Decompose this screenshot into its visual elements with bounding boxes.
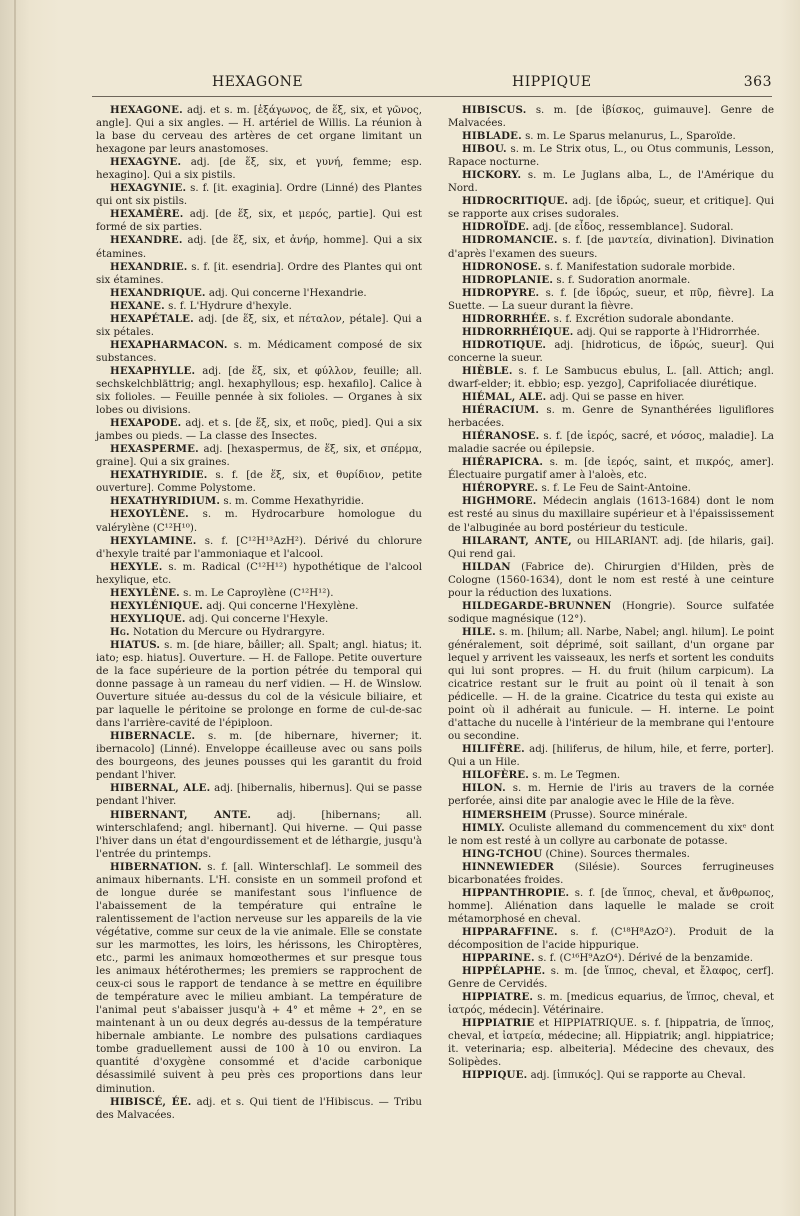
entry-definition: s. f. Le Sambucus ebulus, L. [all. Attich; angl. dwarf-elder; it. ebbio; esp. yezgo], Caprifoliacée diurétique. bbox=[448, 365, 774, 390]
right-column bbox=[448, 104, 774, 1083]
dictionary-entry bbox=[96, 508, 422, 534]
entry-headword: HEXANE. bbox=[110, 299, 165, 312]
dictionary-entry bbox=[448, 887, 774, 926]
entry-headword: HEXOYLÈNE. bbox=[110, 508, 189, 521]
entry-headword: HIDROTIQUE. bbox=[462, 338, 547, 351]
dictionary-entry bbox=[448, 848, 774, 861]
page-number: 363 bbox=[743, 74, 772, 90]
entry-definition: (Fabrice de). Chirurgien d'Hilden, près de Cologne (1560-1634), dont le nom est resté à une ceinture pour la réduction des luxations. bbox=[448, 561, 774, 599]
entry-headword: HILARANT, ANTE, bbox=[462, 534, 572, 547]
dictionary-entry bbox=[448, 391, 774, 404]
dictionary-entry bbox=[448, 261, 774, 274]
dictionary-entry bbox=[96, 587, 422, 600]
entry-headword: HEXANDRIQUE. bbox=[110, 286, 206, 299]
entry-headword: HIÈBLE. bbox=[462, 364, 513, 377]
dictionary-entry bbox=[96, 469, 422, 495]
entry-definition: s. m. Comme Hexathyridie. bbox=[220, 496, 365, 508]
dictionary-entry bbox=[448, 1017, 774, 1069]
entry-definition: s. f. [all. Winterschlaf]. Le sommeil des animaux hibernants. L'H. consiste en un sommeil profond et de longue durée se manifestant sous l'influence de l'abaissement de la température qui entraîne le ralentissement de l'action nerveuse sur les appareils de la vie végétative, comme sur ceux de la vie animale. Elle se constate sur les marmottes, les loirs, les hérissons, les Chiroptères, etc., parmi les animaux homœothermes et sur presque tous les animaux hétérothermes; les premiers se rapprochent de ceux-ci sous le rapport de tendance à se mettre en équilibre de température avec le milieu ambiant. La température de l'animal peut s'abaisser jusqu'à + 4° et même + 2°, en se maintenant à un ou deux degrés au-dessus de la température hibernale ambiante. Le nombre des pulsations cardiaques tombe graduellement aussi de 100 à 10 ou environ. La quantité d'oxygène consommé et d'acide carbonique désassimilé suivent à peu près ces proportions dans leur diminution. bbox=[96, 861, 422, 1095]
entry-definition: s. f. [de ἵππος, cheval, et ἄνθρωπος, homme]. Aliénation dans laquelle le malade se croit métamorphosé en cheval. bbox=[448, 887, 774, 925]
entry-headword: HIPPANTHROPIE. bbox=[462, 886, 570, 899]
entry-headword: HEXANDRE. bbox=[110, 234, 183, 247]
dictionary-entry bbox=[96, 182, 422, 208]
entry-headword: HIDRORRHÉIQUE. bbox=[462, 325, 574, 338]
entry-definition: s. f. (C¹⁸H⁸AzO²). Produit de la décomposition de l'acide hippurique. bbox=[448, 926, 774, 951]
dictionary-entry bbox=[448, 600, 774, 626]
entry-headword: HIBLADE. bbox=[462, 130, 522, 143]
dictionary-entry bbox=[448, 809, 774, 822]
dictionary-entry bbox=[96, 561, 422, 587]
dictionary-entry bbox=[448, 456, 774, 482]
entry-headword: HEXAPÉTALE. bbox=[110, 312, 194, 325]
entry-headword: HIBERNATION. bbox=[110, 860, 202, 873]
dictionary-entry bbox=[96, 234, 422, 260]
dictionary-entry bbox=[448, 952, 774, 965]
entry-headword: HILOFÈRE. bbox=[462, 769, 530, 782]
entry-definition: adj. [de ἕξ, six, et φύλλον, feuille; all. sechskelchblättrig; angl. hexaphyllous; esp. hexafilo]. Calice à six folioles. — Feuille pennée à six folioles. — Organes à six lobes ou divisions. bbox=[96, 365, 422, 417]
entry-definition: s. f. [de ἕξ, six, et θυρίδιον, petite ouverture]. Comme Polystome. bbox=[96, 470, 422, 495]
entry-definition: s. m. [de hibernare, hiverner; it. ibernacolo] (Linné). Enveloppe écailleuse avec ou sans poils des bourgeons, des jeunes pousses qui les garantit du froid pendant l'hiver. bbox=[96, 731, 422, 782]
book-spine-shadow bbox=[14, 0, 16, 1216]
entry-definition: (Hongrie). Source sulfatée sodique magnésique (12°). bbox=[448, 600, 774, 625]
entry-definition: s. m. [hilum; all. Narbe, Nabel; angl. hilum]. Le point généralement, soit déprimé, soit saillant, d'un organe par lequel y arrivent les vaisseaux, les nerfs et sortent les conduits qui lui sont propres. — H. du fruit (hilum carpicum). La cicatrice restant sur le fruit au point où il tenait à son pédicelle. — H. de la graine. Cicatrice du testa qui existe au point où il adhérait au funicule. — H. interne. Le point d'attache du nucelle à l'intérieur de la membrane qui l'entoure ou secondine. bbox=[448, 626, 774, 743]
running-head-left: HEXAGONE bbox=[212, 74, 304, 90]
entry-definition: s. m. Le Strix otus, L., ou Otus communis, Lesson, Rapace nocturne. bbox=[448, 144, 774, 169]
dictionary-entry bbox=[448, 482, 774, 495]
dictionary-entry bbox=[96, 495, 422, 508]
entry-definition: Oculiste allemand du commencement du xixᵉ dont le nom est resté à un collyre au carbonate de potasse. bbox=[448, 822, 774, 847]
entry-definition: adj. [hibernalis, hibernus]. Qui se passe pendant l'hiver. bbox=[96, 783, 422, 808]
entry-headword: HIÉRAPICRA. bbox=[462, 456, 544, 469]
dictionary-entry bbox=[448, 169, 774, 195]
entry-definition: s. m. [medicus equarius, de ἵππος, cheval, et ἰατρός, médecin]. Vétérinaire. bbox=[448, 992, 774, 1017]
entry-headword: HEXYLÉNIQUE. bbox=[110, 599, 204, 612]
entry-definition: s. m. [de ἱβίσκος, guimauve]. Genre de Malvacées. bbox=[448, 105, 774, 130]
dictionary-entry bbox=[96, 861, 422, 1096]
dictionary-entry bbox=[96, 639, 422, 730]
dictionary-entry bbox=[448, 743, 774, 769]
entry-headword: HEXAPODE. bbox=[110, 417, 182, 430]
entry-headword: HILON. bbox=[462, 782, 506, 795]
entry-headword: HIBOU. bbox=[462, 143, 507, 156]
dictionary-entry bbox=[448, 313, 774, 326]
entry-headword: HEXATHYRIDIUM. bbox=[110, 495, 221, 508]
entry-headword: HEXAMÈRE. bbox=[110, 208, 184, 221]
entry-definition: s. f. [de ἱδρώς, sueur, et πῦρ, fièvre]. La Suette. — La sueur durant la fièvre. bbox=[448, 287, 774, 312]
dictionary-entry bbox=[448, 782, 774, 808]
entry-definition: s. f. (C¹⁶H⁹AzO⁴). Dérivé de la benzamide. bbox=[534, 953, 754, 965]
entry-headword: HIDRONOSE. bbox=[462, 260, 542, 273]
dictionary-entry bbox=[96, 443, 422, 469]
entry-definition: adj. Qui se rapporte à l'Hidrorrhée. bbox=[573, 326, 760, 338]
dictionary-entry bbox=[448, 626, 774, 743]
entry-headword: HEXAPHARMACON. bbox=[110, 338, 228, 351]
entry-definition: (Chine). Sources thermales. bbox=[542, 848, 690, 860]
dictionary-entry bbox=[96, 782, 422, 808]
entry-headword: HIBISCUS. bbox=[462, 104, 527, 116]
entry-headword: HIÉMAL, ALE. bbox=[462, 391, 547, 404]
entry-headword: HEXAGONE. bbox=[110, 104, 183, 116]
entry-headword: HIBISCÉ, ÉE. bbox=[110, 1095, 192, 1108]
entry-definition: s. m. Médicament composé de six substances. bbox=[96, 339, 422, 364]
entry-definition: s. f. [de ἱερός, sacré, et νόσος, maladie]. La maladie sacrée ou épilepsie. bbox=[448, 431, 774, 456]
dictionary-entry bbox=[448, 1069, 774, 1082]
entry-headword: HIÉRANOSE. bbox=[462, 430, 540, 443]
entry-definition: s. m. Le Juglans alba, L., de l'Amérique du Nord. bbox=[448, 170, 774, 195]
dictionary-entry bbox=[96, 339, 422, 365]
running-head bbox=[92, 74, 772, 94]
entry-headword: HIDROCRITIQUE. bbox=[462, 195, 569, 208]
entry-headword: HING-TCHOU bbox=[462, 847, 543, 860]
entry-definition: s. f. [it. esendria]. Ordre des Plantes qui ont six étamines. bbox=[96, 261, 422, 286]
entry-headword: HIBERNANT, ANTE. bbox=[110, 808, 252, 821]
entry-headword: HIÉRACIUM. bbox=[462, 404, 540, 417]
entry-headword: HIPPÉLAPHE. bbox=[462, 965, 546, 978]
entry-definition: s. f. [C¹²H¹³AzH²). Dérivé du chlorure d'hexyle traité par l'ammoniaque et l'alcool. bbox=[96, 535, 422, 560]
entry-headword: HEXYLIQUE. bbox=[110, 612, 186, 625]
dictionary-entry bbox=[96, 156, 422, 182]
dictionary-entry bbox=[448, 769, 774, 782]
entry-definition: s. f. L'Hydrure d'hexyle. bbox=[164, 300, 292, 312]
entry-headword: HIÉROPYRE. bbox=[462, 482, 539, 495]
entry-definition: s. m. Radical (C¹²H¹²) hypothétique de l'alcool hexylique, etc. bbox=[96, 561, 422, 586]
dictionary-entry bbox=[448, 221, 774, 234]
entry-headword: HILIFÈRE. bbox=[462, 743, 525, 756]
entry-definition: s. m. Le Tegmen. bbox=[529, 770, 621, 782]
dictionary-entry bbox=[448, 965, 774, 991]
entry-headword: HIDRORRHÉE. bbox=[462, 312, 551, 325]
entry-definition: adj. Qui se passe en hiver. bbox=[546, 392, 685, 404]
entry-definition: s. m. Le Caproylène (C¹²H¹²). bbox=[179, 587, 334, 599]
left-column bbox=[96, 104, 422, 1122]
entry-headword: HEXAPHYLLE. bbox=[110, 364, 196, 377]
dictionary-entry bbox=[448, 326, 774, 339]
entry-definition: adj. et s. [de ἕξ, six, et ποῦς, pied]. Qui a six jambes ou pieds. — La classe des Insectes. bbox=[96, 418, 422, 443]
entry-headword: HIDROPLANIE. bbox=[462, 273, 554, 286]
entry-definition: Notation du Mercure ou Hydrargyre. bbox=[129, 626, 325, 638]
entry-headword: HIPPIATRE. bbox=[462, 991, 534, 1004]
dictionary-entry bbox=[448, 495, 774, 534]
dictionary-entry bbox=[96, 417, 422, 443]
dictionary-entry bbox=[448, 195, 774, 221]
dictionary-entry bbox=[96, 104, 422, 156]
entry-definition: adj. Qui concerne l'Hexyle. bbox=[185, 613, 329, 625]
entry-headword: HIGHMORE. bbox=[462, 495, 537, 508]
dictionary-entry bbox=[448, 991, 774, 1017]
dictionary-entry bbox=[448, 861, 774, 887]
entry-definition: s. f. Sudoration anormale. bbox=[553, 274, 691, 286]
dictionary-entry bbox=[96, 1096, 422, 1122]
entry-definition: ou HILARIANT. adj. [de hilaris, gai]. Qui rend gai. bbox=[448, 535, 775, 560]
dictionary-entry bbox=[448, 561, 774, 600]
dictionary-entry bbox=[96, 600, 422, 613]
entry-headword: HIPPARINE. bbox=[462, 952, 535, 965]
entry-definition: adj. [hiliferus, de hilum, hile, et ferre, porter]. Qui a un Hile. bbox=[448, 744, 774, 769]
entry-definition: s. f. [it. exaginia]. Ordre (Linné) des Plantes qui ont six pistils. bbox=[96, 183, 422, 208]
entry-definition: s. f. [de μαντεία, divination]. Divination d'après l'examen des sueurs. bbox=[448, 235, 774, 260]
entry-definition: adj. [hexaspermus, de ἕξ, six, et σπέρμα, graine]. Qui a six graines. bbox=[96, 444, 422, 469]
entry-definition: s. f. Le Feu de Saint-Antoine. bbox=[538, 483, 691, 495]
entry-definition: s. m. Hernie de l'iris au travers de la cornée perforée, ainsi dite par analogie avec le Hile de la fève. bbox=[448, 783, 774, 808]
entry-headword: HILE. bbox=[462, 625, 496, 638]
entry-definition: s. m. Le Sparus melanurus, L., Sparoïde. bbox=[521, 131, 736, 143]
entry-definition: s. m. [de ἱερός, saint, et πικρός, amer]. Électuaire purgatif amer à l'aloès, etc. bbox=[448, 457, 774, 482]
dictionary-entry bbox=[448, 287, 774, 313]
entry-headword: HIPPIATRIE bbox=[462, 1017, 535, 1030]
entry-headword: HIPPARAFFINE. bbox=[462, 925, 558, 938]
dictionary-entry bbox=[448, 404, 774, 430]
dictionary-entry bbox=[448, 130, 774, 143]
entry-definition: adj. [de ἕξ, six, et πέταλον, pétale]. Qui a six pétales. bbox=[96, 313, 422, 338]
entry-headword: HEXYLÈNE. bbox=[110, 586, 180, 599]
dictionary-entry bbox=[96, 809, 422, 861]
entry-headword: HIPPIQUE. bbox=[462, 1069, 528, 1082]
dictionary-entry bbox=[96, 365, 422, 417]
entry-headword: HEXYLAMINE. bbox=[110, 534, 197, 547]
dictionary-entry bbox=[448, 430, 774, 456]
dictionary-entry bbox=[96, 613, 422, 626]
entry-headword: HIDROÏDE. bbox=[462, 221, 530, 234]
dictionary-entry bbox=[448, 143, 774, 169]
dictionary-entry bbox=[96, 208, 422, 234]
entry-definition: s. m. Hydrocarbure homologue du valérylène (C¹²H¹⁰). bbox=[96, 509, 422, 534]
entry-definition: adj. [de εἶδος, ressemblance]. Sudoral. bbox=[529, 222, 734, 234]
entry-headword: HICKORY. bbox=[462, 169, 522, 182]
dictionary-entry bbox=[448, 822, 774, 848]
entry-definition: adj. [de ἕξ, six, et ἀνήρ, homme]. Qui a six étamines. bbox=[96, 235, 422, 260]
dictionary-entry bbox=[96, 730, 422, 782]
entry-definition: adj. [ἱππικός]. Qui se rapporte au Cheval. bbox=[527, 1070, 746, 1082]
entry-definition: et HIPPIATRIQUE. s. f. [hippatria, de ἵππος, cheval, et ἰατρεία, médecine; all. Hippiatrik; angl. hippiatrice; it. veterinaria; esp. albeiteria]. Médecine des chevaux, des Solipèdes. bbox=[448, 1018, 774, 1069]
dictionary-entry bbox=[448, 234, 774, 260]
entry-headword: HEXATHYRIDIE. bbox=[110, 469, 208, 482]
entry-definition: s. m. [de ἵππος, cheval, et ἔλαφος, cerf]. Genre de Cervidés. bbox=[448, 966, 774, 991]
entry-headword: HIMERSHEIM bbox=[462, 808, 547, 821]
entry-headword: HEXAGYNE. bbox=[110, 156, 182, 169]
dictionary-entry bbox=[448, 274, 774, 287]
entry-definition: adj. [de ἱδρώς, sueur, et critique]. Qui se rapporte aux crises sudorales. bbox=[448, 196, 774, 221]
entry-definition: adj. et s. m. [ἑξάγωνος, de ἕξ, six, et γῶνος, angle]. Qui a six angles. — H. artériel de Willis. La réunion à la base du cerveau des artères de cet organe limitant un hexagone par leurs anastomoses. bbox=[96, 105, 422, 156]
header-rule bbox=[92, 96, 772, 97]
dictionary-entry bbox=[96, 287, 422, 300]
entry-definition: s. f. Manifestation sudorale morbide. bbox=[541, 261, 736, 273]
dictionary-entry bbox=[96, 626, 422, 639]
entry-definition: (Prusse). Source minérale. bbox=[546, 809, 688, 821]
dictionary-entry bbox=[448, 926, 774, 952]
entry-definition: adj. [de ἕξ, six, et γυνή, femme; esp. hexagino]. Qui a six pistils. bbox=[96, 157, 422, 182]
running-head-right: HIPPIQUE bbox=[512, 74, 592, 90]
dictionary-entry bbox=[96, 535, 422, 561]
entry-headword: HILDAN bbox=[462, 560, 511, 573]
entry-headword: HIATUS. bbox=[110, 638, 161, 651]
entry-definition: s. f. Excrétion sudorale abondante. bbox=[550, 313, 735, 325]
entry-definition: adj. Qui concerne l'Hexylène. bbox=[203, 600, 359, 612]
dictionary-entry bbox=[448, 365, 774, 391]
entry-definition: adj. [de ἕξ, six, et μερός, partie]. Qui est formé de six parties. bbox=[96, 209, 422, 234]
entry-headword: HEXAGYNIE. bbox=[110, 182, 187, 195]
dictionary-entry bbox=[96, 313, 422, 339]
entry-headword: HIDROMANCIE. bbox=[462, 234, 558, 247]
entry-headword: HIBERNAL, ALE. bbox=[110, 782, 211, 795]
entry-definition: adj. et s. Qui tient de l'Hibiscus. — Tribu des Malvacées. bbox=[96, 1096, 422, 1121]
dictionary-entry bbox=[448, 339, 774, 365]
entry-headword: HIDROPYRE. bbox=[462, 286, 540, 299]
dictionary-entry bbox=[448, 104, 774, 130]
entry-headword: HIBERNACLE. bbox=[110, 730, 196, 743]
entry-headword: HEXANDRIE. bbox=[110, 260, 188, 273]
entry-headword: HINNEWIEDER bbox=[462, 860, 555, 873]
entry-headword: HEXYLE. bbox=[110, 560, 163, 573]
entry-definition: (Silésie). Sources ferrugineuses bicarbonatées froides. bbox=[448, 861, 774, 886]
entry-headword: Hg. bbox=[110, 625, 130, 638]
entry-definition: s. m. Genre de Synanthérées liguliflores herbacées. bbox=[448, 405, 774, 430]
dictionary-entry bbox=[96, 261, 422, 287]
entry-definition: adj. [hidroticus, de ἱδρώς, sueur]. Qui concerne la sueur. bbox=[448, 339, 774, 364]
entry-headword: HIMLY. bbox=[462, 821, 505, 834]
entry-definition: s. m. [de hiare, bâiller; all. Spalt; angl. hiatus; it. iato; esp. hiatus]. Ouverture. — H. de Fallope. Petite ouverture de la face supérieure de la portion pétrée du temporal qui donne passage à un rameau du nerf vidien. — H. de Winslow. Ouverture située au-dessus du col de la vésicule biliaire, et par laquelle le péritoine se prolonge en forme de cul-de-sac dans l'arrière-cavité de l'épiploon. bbox=[96, 639, 422, 730]
entry-definition: adj. [hibernans; all. winterschlafend; angl. hibernant]. Qui hiverne. — Qui passe l'hiver dans un état d'engourdissement et de léthargie, jusqu'à l'entrée du printemps. bbox=[96, 809, 423, 860]
entry-definition: adj. Qui concerne l'Hexandrie. bbox=[205, 287, 367, 299]
dictionary-entry bbox=[96, 300, 422, 313]
dictionary-entry bbox=[448, 535, 774, 561]
entry-headword: HEXASPERME. bbox=[110, 443, 199, 456]
entry-definition: Médecin anglais (1613-1684) dont le nom est resté au sinus du maxillaire supérieur et à l'épaississement de l'albuginée au bord postérieur du testicule. bbox=[448, 496, 774, 534]
entry-headword: HILDEGARDE-BRUNNEN bbox=[462, 599, 612, 612]
